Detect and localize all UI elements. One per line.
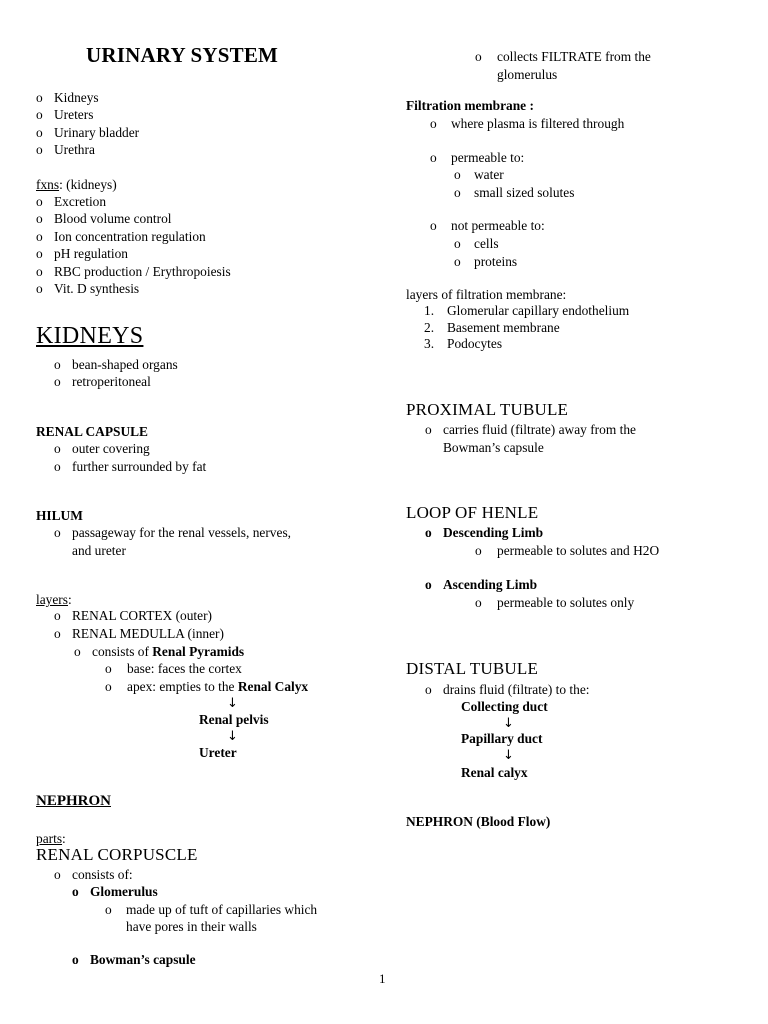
bullet: o [36, 142, 43, 157]
organ-item: Kidneys [54, 90, 99, 105]
not-permeable-item: proteins [474, 254, 518, 269]
bullet: o [36, 194, 43, 209]
bullet: o [36, 107, 43, 122]
loop-of-henle-heading: LOOP OF HENLE [406, 503, 539, 522]
bullet: o [54, 525, 61, 540]
hilum-heading: HILUM [36, 508, 83, 523]
bullet: o [454, 236, 461, 251]
page-number: 1 [379, 971, 386, 986]
proximal-text: carries fluid (filtrate) away from the [443, 422, 636, 437]
bullet: o [72, 952, 79, 967]
page-title: URINARY SYSTEM [86, 43, 279, 67]
fxns-label [36, 176, 117, 193]
down-arrow-icon: ↓ [227, 696, 238, 711]
filtration-layers-label: layers of filtration membrane: [406, 287, 567, 302]
filtration-layer-item: Basement membrane [447, 320, 560, 335]
fxn-item: RBC production / Erythropoiesis [54, 264, 231, 279]
bullet: o [475, 543, 482, 558]
distal-tubule-heading: DISTAL TUBULE [406, 659, 539, 678]
permeable-item: small sized solutes [474, 185, 575, 200]
bullet: o [36, 211, 43, 226]
parts-label-colon: : [62, 831, 66, 846]
bullet: o [425, 525, 432, 540]
permeable-item: water [474, 167, 504, 182]
renal-corpuscle-heading: RENAL CORPUSCLE [36, 845, 198, 864]
fxn-item: Vit. D synthesis [54, 281, 140, 296]
down-arrow-icon: ↓ [503, 716, 514, 731]
distal-drains: drains fluid (filtrate) to the: [443, 682, 590, 697]
bullet: o [454, 185, 461, 200]
consists-renal-pyramids [92, 643, 244, 660]
bullet: o [54, 608, 61, 623]
renal-pyramids: Renal Pyramids [152, 644, 245, 659]
renal-capsule-item: outer covering [72, 441, 150, 456]
pyramid-base: base: faces the cortex [127, 661, 242, 676]
bullet: o [36, 90, 43, 105]
bullet: o [54, 441, 61, 456]
filtration-membrane-heading: Filtration membrane : [406, 98, 534, 113]
bullet: o [105, 679, 112, 694]
list-number: 3. [424, 336, 435, 351]
bullet: o [425, 682, 432, 697]
bullet: o [36, 246, 43, 261]
renal-calyx-end: Renal calyx [461, 765, 528, 780]
list-number: 2. [424, 320, 435, 335]
bullet: o [54, 357, 61, 372]
ascending-limb: Ascending Limb [443, 577, 538, 592]
bullet: o [36, 281, 43, 296]
descending-limb: Descending Limb [443, 525, 544, 540]
list-number: 1. [424, 303, 435, 318]
fxns-label-rest: : (kidneys) [59, 177, 117, 192]
fxn-item: Blood volume control [54, 211, 172, 226]
ascending-limb-item: permeable to solutes only [497, 595, 635, 610]
bullet: o [454, 167, 461, 182]
organ-item: Ureters [54, 107, 94, 122]
filtration-where: where plasma is filtered through [451, 116, 625, 131]
apex-text: apex: empties to the [127, 679, 238, 694]
ureter: Ureter [199, 745, 237, 760]
consists-of: consists of: [72, 867, 133, 882]
bullet: o [430, 116, 437, 131]
bullet: o [475, 595, 482, 610]
bullet: o [454, 254, 461, 269]
bullet: o [74, 644, 81, 659]
organ-item: Urethra [54, 142, 95, 157]
down-arrow-icon: ↓ [503, 748, 514, 763]
layers-label-underlined: layers [36, 592, 68, 607]
filtration-layer-item: Podocytes [447, 336, 503, 351]
descending-limb-item: permeable to solutes and H2O [497, 543, 660, 558]
not-permeable-item: cells [474, 236, 499, 251]
layer-cortex: RENAL CORTEX (outer) [72, 608, 213, 623]
collecting-duct: Collecting duct [461, 699, 548, 714]
hilum-text: and ureter [72, 543, 126, 558]
nephron-heading: NEPHRON [36, 793, 111, 809]
down-arrow-icon: ↓ [227, 729, 238, 744]
glomerulus-text: made up of tuft of capillaries which [126, 902, 318, 917]
layer-medulla: RENAL MEDULLA (inner) [72, 626, 224, 641]
fxn-item: Ion concentration regulation [54, 229, 206, 244]
bullet: o [72, 884, 79, 899]
bullet: o [54, 867, 61, 882]
fxns-label-underlined: fxns [36, 177, 60, 192]
glomerulus-text: have pores in their walls [126, 919, 257, 934]
papillary-duct: Papillary duct [461, 731, 543, 746]
hilum-text: passageway for the renal vessels, nerves, [72, 525, 292, 540]
layers-label [36, 591, 72, 608]
bullet: o [54, 626, 61, 641]
nephron-blood-flow-heading: NEPHRON (Blood Flow) [406, 814, 551, 829]
proximal-tubule-heading: PROXIMAL TUBULE [406, 400, 569, 419]
bullet: o [425, 422, 432, 437]
renal-capsule-item: further surrounded by fat [72, 459, 207, 474]
collects-filtrate: collects FILTRATE from the [497, 49, 651, 64]
bullet: o [425, 577, 432, 592]
filtration-layer-item: Glomerular capillary endothelium [447, 303, 630, 318]
bullet: o [105, 661, 112, 676]
pyramid-apex [127, 678, 308, 695]
bullet: o [36, 229, 43, 244]
permeable-to: permeable to: [451, 150, 525, 165]
fxn-item: pH regulation [54, 246, 129, 261]
bullet: o [36, 264, 43, 279]
organ-item: Urinary bladder [54, 125, 140, 140]
consists-text: consists of [92, 644, 153, 659]
collects-filtrate: glomerulus [497, 67, 558, 82]
renal-calyx: Renal Calyx [237, 679, 309, 694]
bullet: o [54, 374, 61, 389]
renal-capsule-heading: RENAL CAPSULE [36, 424, 148, 439]
proximal-text: Bowman’s capsule [443, 440, 544, 455]
renal-pelvis: Renal pelvis [199, 712, 269, 727]
bullet: o [54, 459, 61, 474]
not-permeable-to: not permeable to: [451, 218, 545, 233]
parts-label-underlined: parts [36, 831, 63, 846]
bowmans-capsule: Bowman’s capsule [90, 952, 196, 967]
kidneys-heading: KIDNEYS [36, 323, 144, 349]
glomerulus: Glomerulus [90, 884, 158, 899]
bullet: o [430, 150, 437, 165]
bullet: o [105, 902, 112, 917]
bullet: o [430, 218, 437, 233]
layers-label-colon: : [67, 592, 72, 607]
bullet: o [36, 125, 43, 140]
kidneys-item: retroperitoneal [72, 374, 151, 389]
kidneys-item: bean-shaped organs [72, 357, 178, 372]
bullet: o [475, 49, 482, 64]
fxn-item: Excretion [54, 194, 107, 209]
